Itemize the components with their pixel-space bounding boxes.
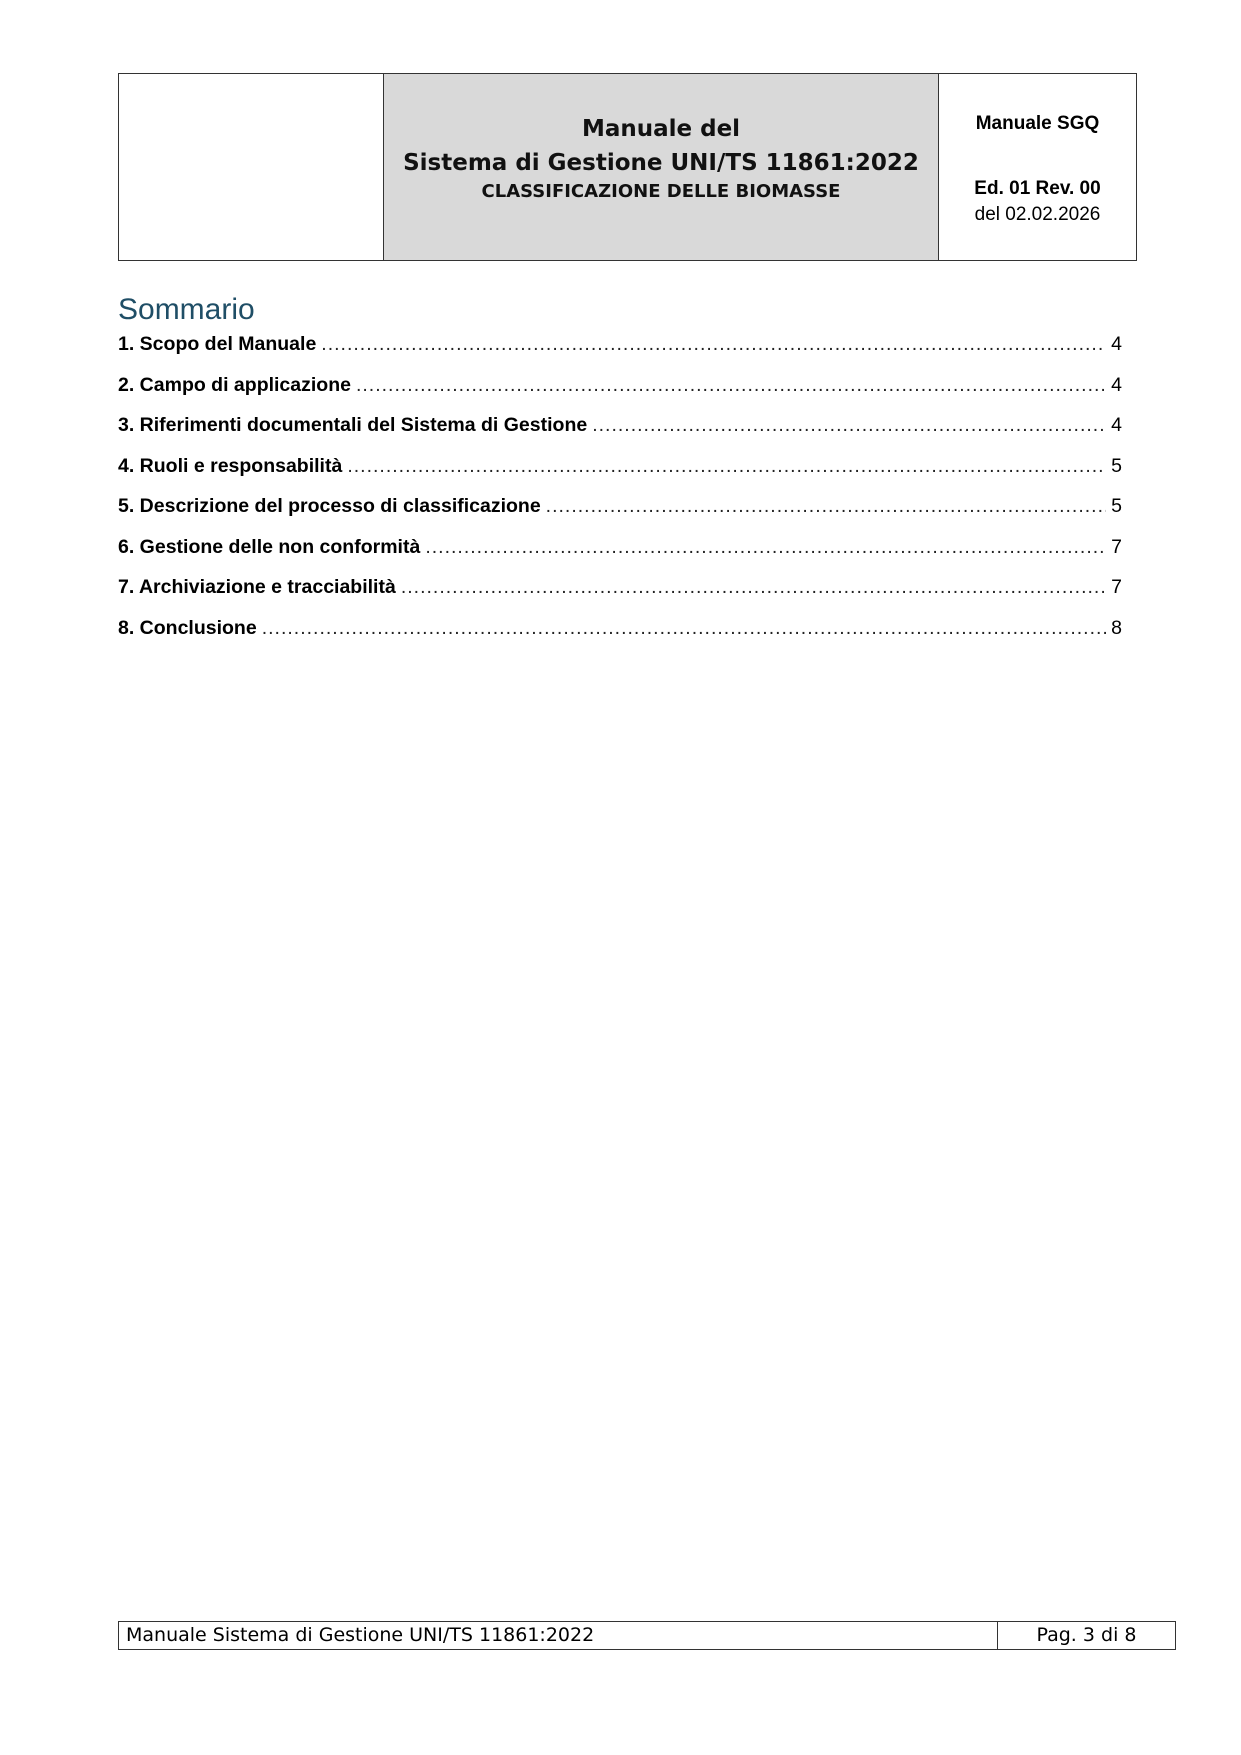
toc-entry-label: 3. Riferimenti documentali del Sistema di Gestione [118,414,588,436]
footer-title: Manuale Sistema di Gestione UNI/TS 11861:2022 [119,1622,998,1649]
toc-entry-3[interactable] [118,414,1122,455]
document-header [118,73,1137,261]
toc-leader-dots [425,536,1106,559]
toc-entry-page: 5 [1111,454,1122,477]
toc-heading: Sommario [118,293,255,326]
toc-entry-5[interactable] [118,495,1122,536]
header-title-cell [384,74,939,260]
toc-entry-2[interactable] [118,374,1122,415]
edition-label: Ed. 01 Rev. 00 [974,178,1101,199]
toc-entry-page: 4 [1111,333,1122,355]
document-footer [118,1621,1176,1650]
toc-entry-page: 7 [1111,535,1122,558]
date-label: del 02.02.2026 [974,204,1101,225]
toc-entry-page: 8 [1111,616,1122,639]
toc-entry-page: 4 [1111,373,1122,396]
toc-leader-dots [356,374,1106,397]
toc-leader-dots [347,455,1106,478]
toc-entry-label: 6. Gestione delle non conformità [118,535,421,558]
footer-page-number: Pag. 3 di 8 [1036,1624,1137,1646]
toc-entry-page: 7 [1111,576,1122,598]
toc-entry-label: 2. Campo di applicazione [118,373,351,396]
toc-entry-label: 5. Descrizione del processo di classificazione [118,495,541,517]
toc-entry-4[interactable] [118,455,1122,496]
toc-entry-8[interactable] [118,617,1122,658]
header-title-line2: Sistema di Gestione UNI/TS 11861:2022 [403,150,919,176]
toc-entry-label: 8. Conclusione [118,616,257,639]
toc-entry-1[interactable] [118,333,1122,374]
header-title-line1: Manuale del [581,116,741,142]
toc-entry-label: 7. Archiviazione e tracciabilità [118,576,396,598]
toc-entry-7[interactable] [118,576,1122,617]
toc-leader-dots [592,414,1106,437]
toc-entry-label: 1. Scopo del Manuale [118,333,317,355]
toc-leader-dots [401,576,1106,599]
header-title-line3: CLASSIFICAZIONE DELLE BIOMASSE [481,181,841,202]
toc-entry-page: 5 [1111,495,1122,517]
toc-leader-dots [546,495,1106,518]
toc-leader-dots [321,333,1106,356]
toc-entry-6[interactable] [118,536,1122,577]
doc-type-label: Manuale SGQ [975,113,1100,134]
toc-entry-label: 4. Ruoli e responsabilità [118,454,343,477]
logo-cell [119,74,384,260]
toc-leader-dots [262,617,1106,640]
table-of-contents [118,333,1122,657]
toc-entry-page: 4 [1111,414,1122,436]
header-meta-cell [939,74,1136,260]
